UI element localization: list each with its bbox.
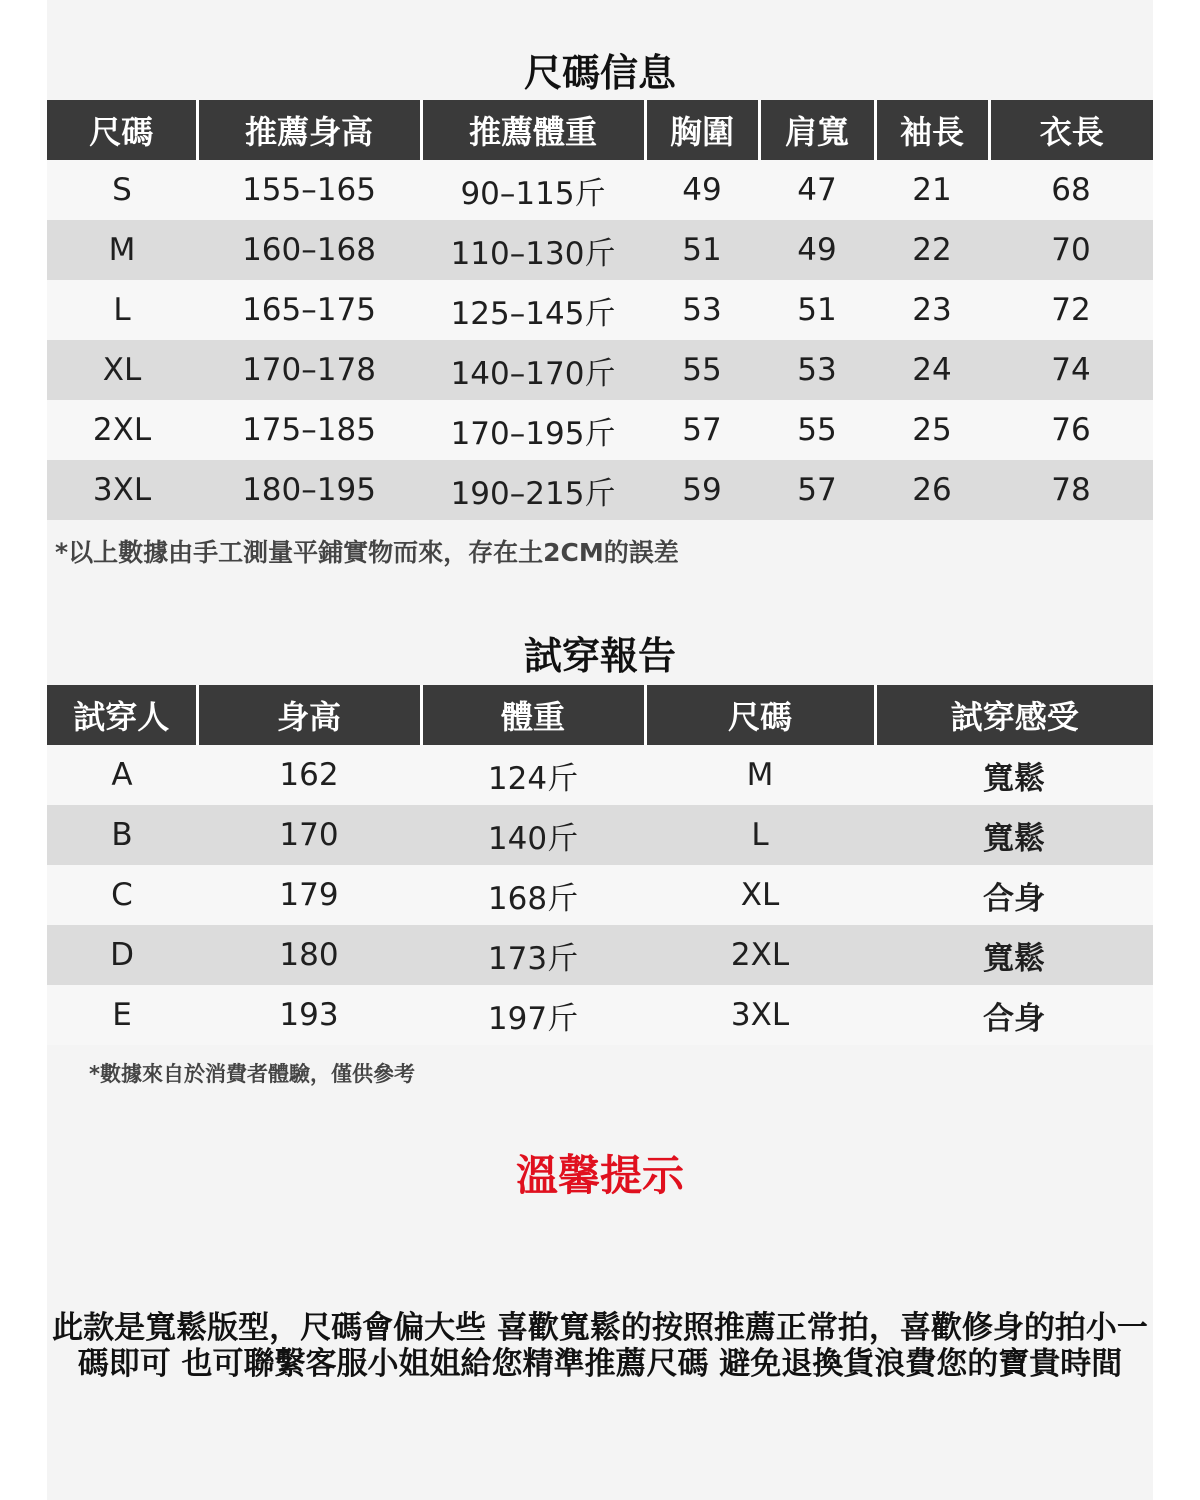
size-table-note: *以上數據由手工測量平鋪實物而來，存在土2CM的誤差 [55,538,679,567]
table-cell: S [47,160,197,220]
header-size: 尺碼 [645,685,875,745]
table-cell: 57 [645,400,759,460]
table-cell: 179 [197,865,421,925]
table-cell: 53 [645,280,759,340]
table-row [47,220,1153,280]
size-info-title: 尺碼信息 [523,51,676,95]
table-cell: 90–115斤 [421,160,645,220]
table-cell: 55 [645,340,759,400]
table-cell: 173斤 [421,925,645,985]
table-cell: D [47,925,197,985]
table-cell: 2XL [47,400,197,460]
table-cell: 193 [197,985,421,1045]
table-cell: 70 [989,220,1153,280]
trial-table-note: *數據來自於消費者體驗，僅供參考 [89,1062,415,1086]
table-cell: 59 [645,460,759,520]
table-cell: 2XL [645,925,875,985]
table-cell: 51 [759,280,875,340]
table-cell: 170 [197,805,421,865]
table-cell: 47 [759,160,875,220]
table-cell: 78 [989,460,1153,520]
table-cell: 140–170斤 [421,340,645,400]
table-cell: 55 [759,400,875,460]
header-chest: 胸圍 [645,100,759,160]
table-cell: 22 [875,220,989,280]
table-cell: XL [645,865,875,925]
table-row [47,745,1153,805]
size-chart-page [47,0,1153,1500]
table-cell: 190–215斤 [421,460,645,520]
header-size: 尺碼 [47,100,197,160]
table-cell: 76 [989,400,1153,460]
table-cell: 49 [645,160,759,220]
table-cell: 180 [197,925,421,985]
table-cell: 162 [197,745,421,805]
table-cell: 49 [759,220,875,280]
tips-title: 溫馨提示 [515,1151,684,1200]
table-cell: L [47,280,197,340]
table-cell: 23 [875,280,989,340]
table-cell: 72 [989,280,1153,340]
tips-text: 此款是寬鬆版型，尺碼會偏大些 喜歡寬鬆的按照推薦正常拍，喜歡修身的拍小一碼即可 也可聯繫客服小姐姐給您精準推薦尺碼 避免退換貨浪費您的寶貴時間 [52,1310,1148,1382]
fit-feeling-cell: 合身 [875,865,1153,925]
table-cell: B [47,805,197,865]
table-cell: 53 [759,340,875,400]
table-cell: E [47,985,197,1045]
table-cell: 197斤 [421,985,645,1045]
table-cell: 25 [875,400,989,460]
table-cell: 3XL [47,460,197,520]
trial-report-title: 試穿報告 [523,634,676,678]
table-cell: 160–168 [197,220,421,280]
table-cell: XL [47,340,197,400]
table-cell: 3XL [645,985,875,1045]
table-cell: C [47,865,197,925]
table-cell: A [47,745,197,805]
header-length: 衣長 [989,100,1153,160]
table-cell: 175–185 [197,400,421,460]
table-cell: 124斤 [421,745,645,805]
table-row [47,280,1153,340]
table-cell: 57 [759,460,875,520]
table-cell: 21 [875,160,989,220]
header-sleeve: 袖長 [875,100,989,160]
table-row [47,865,1153,925]
table-cell: 155–165 [197,160,421,220]
table-cell: M [645,745,875,805]
table-row [47,985,1153,1045]
table-cell: 110–130斤 [421,220,645,280]
fit-feeling-cell: 寬鬆 [875,925,1153,985]
trial-table-header [47,685,1153,745]
header-height: 身高 [197,685,421,745]
size-table [47,100,1153,520]
table-row [47,160,1153,220]
trial-table [47,685,1153,1045]
table-cell: 26 [875,460,989,520]
fit-feeling-cell: 合身 [875,985,1153,1045]
table-cell: 165–175 [197,280,421,340]
table-cell: 180–195 [197,460,421,520]
table-cell: 140斤 [421,805,645,865]
table-row [47,400,1153,460]
table-cell: 24 [875,340,989,400]
header-shoulder: 肩寬 [759,100,875,160]
header-recommended-weight: 推薦體重 [421,100,645,160]
table-row [47,460,1153,520]
table-cell: 170–178 [197,340,421,400]
table-cell: L [645,805,875,865]
table-cell: 125–145斤 [421,280,645,340]
table-cell: 170–195斤 [421,400,645,460]
header-recommended-height: 推薦身高 [197,100,421,160]
table-cell: 74 [989,340,1153,400]
table-cell: 68 [989,160,1153,220]
fit-feeling-cell: 寬鬆 [875,745,1153,805]
table-cell: M [47,220,197,280]
table-row [47,925,1153,985]
fit-feeling-cell: 寬鬆 [875,805,1153,865]
header-tester: 試穿人 [47,685,197,745]
table-cell: 51 [645,220,759,280]
header-fit-feeling: 試穿感受 [875,685,1153,745]
table-row [47,805,1153,865]
table-row [47,340,1153,400]
table-cell: 168斤 [421,865,645,925]
header-weight: 體重 [421,685,645,745]
size-table-header [47,100,1153,160]
